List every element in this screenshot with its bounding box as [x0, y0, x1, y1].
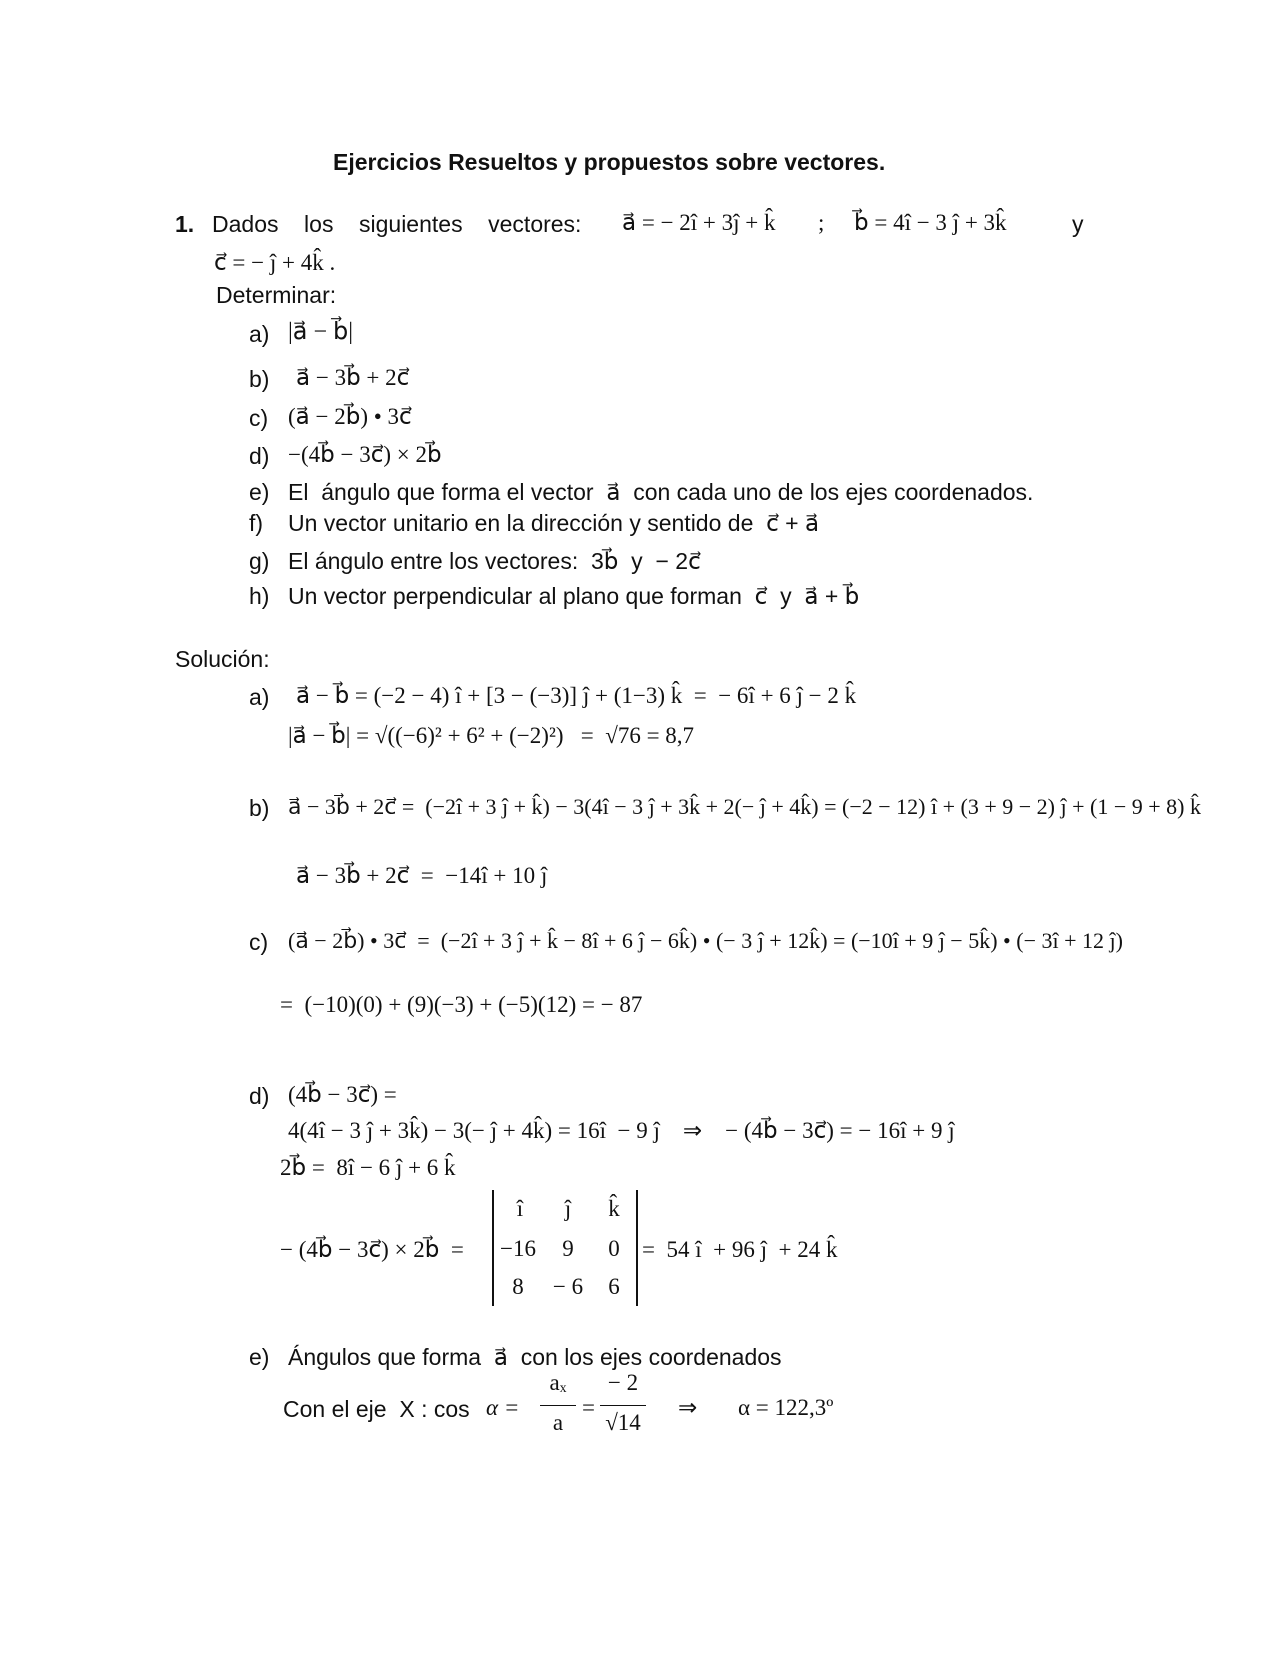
solution-e-heading: Ángulos que forma a⃗ con los ejes coordenados — [288, 1344, 782, 1370]
vector-b-definition: b⃗ = 4î − 3 ĵ + 3k̂ — [854, 210, 1007, 235]
page-title: Ejercicios Resueltos y propuestos sobre vectores. — [333, 149, 886, 175]
fraction-denominator: a — [552, 1410, 564, 1435]
item-expression: |a⃗ − b⃗| — [288, 319, 354, 345]
solution-d-line2: 4(4î − 3 ĵ + 3k̂) − 3(− ĵ + 4k̂) = 16î − 9 ĵ ⇒ − (4b⃗ − 3c⃗) = − 16î + 9 ĵ — [288, 1118, 955, 1143]
matrix-cell: k̂ — [608, 1196, 620, 1221]
matrix-cell: − 6 — [552, 1274, 584, 1299]
item-letter: a) — [249, 321, 270, 347]
determinant-matrix — [492, 1190, 638, 1306]
item-letter: c) — [249, 405, 269, 431]
axis-x-label: Con el eje X : cos — [283, 1396, 470, 1422]
matrix-cell: î — [516, 1196, 524, 1221]
matrix-cell: 0 — [608, 1236, 620, 1261]
item-letter: h) — [249, 583, 270, 609]
matrix-cell: −16 — [500, 1236, 536, 1261]
solution-c-line2: = (−10)(0) + (9)(−3) + (−5)(12) = − 87 — [280, 992, 643, 1017]
item-letter: d) — [249, 443, 270, 469]
item-letter: f) — [249, 510, 264, 536]
solution-d-line3: 2b⃗ = 8î − 6 ĵ + 6 k̂ — [280, 1155, 456, 1180]
solution-a-line2: |a⃗ − b⃗| = √((−6)² + 6² + (−2)²) = √76 = 8,7 — [288, 723, 695, 748]
fraction-numerator: − 2 — [607, 1370, 639, 1395]
solution-label: Solución: — [175, 646, 270, 672]
item-expression: a⃗ − 3b⃗ + 2c⃗ — [296, 365, 410, 390]
item-expression: (a⃗ − 2b⃗) • 3c⃗ — [288, 404, 412, 429]
item-text: Un vector perpendicular al plano que forman c⃗ y a⃗ + b⃗ — [288, 583, 860, 609]
solution-letter: b) — [249, 795, 270, 821]
item-letter: g) — [249, 548, 270, 574]
cross-product-lhs: − (4b⃗ − 3c⃗) × 2b⃗ = — [280, 1237, 464, 1262]
matrix-cell: 8 — [512, 1274, 524, 1299]
item-letter: b) — [249, 366, 270, 392]
fraction-denominator: √14 — [605, 1410, 641, 1435]
separator: ; — [818, 210, 825, 235]
cross-product-result: = 54 î + 96 ĵ + 24 k̂ — [642, 1237, 838, 1262]
item-expression: −(4b⃗ − 3c⃗) × 2b⃗ — [288, 442, 442, 467]
exercise-number: 1. — [175, 211, 195, 237]
vector-c-definition: c⃗ = − ĵ + 4k̂ . — [214, 250, 336, 275]
implies-arrow: ⇒ — [678, 1395, 698, 1420]
fraction-numerator: aₓ — [549, 1370, 567, 1395]
determinar-label: Determinar: — [216, 282, 337, 308]
alpha-equals: α = — [486, 1395, 520, 1420]
solution-c-line1: (a⃗ − 2b⃗) • 3c⃗ = (−2î + 3 ĵ + k̂ − 8î + 6 ĵ − 6k̂) • (− 3 ĵ + 12k̂) = (−10î + 9 ĵ − 5k̂) • (− 3î + 12 ĵ) — [288, 928, 1123, 953]
item-text: Un vector unitario en la dirección y sentido de c⃗ + a⃗ — [288, 510, 820, 536]
conjunction: y — [1072, 211, 1084, 237]
fraction-bar — [540, 1405, 576, 1406]
matrix-cell: ĵ — [564, 1196, 572, 1221]
solution-d-line1: (4b⃗ − 3c⃗) = — [288, 1082, 397, 1107]
solution-a-line1: a⃗ − b⃗ = (−2 − 4) î + [3 − (−3)] ĵ + (1−3) k̂ = − 6î + 6 ĵ − 2 k̂ — [296, 683, 857, 708]
item-text: El ángulo que forma el vector a⃗ con cada uno de los ejes coordenados. — [288, 479, 1034, 505]
solution-b-line1: a⃗ − 3b⃗ + 2c⃗ = (−2î + 3 ĵ + k̂) − 3(4î − 3 ĵ + 3k̂ + 2(− ĵ + 4k̂) = (−2 − 12) î + (3 + 9 − 2) ĵ + (1 − 9 + 8) k̂ — [288, 794, 1201, 819]
equals-sign: = — [582, 1395, 595, 1420]
item-text: El ángulo entre los vectores: 3b⃗ y − 2c⃗ — [288, 548, 701, 574]
solution-letter: d) — [249, 1083, 270, 1109]
solution-b-line2: a⃗ − 3b⃗ + 2c⃗ = −14î + 10 ĵ — [296, 863, 548, 888]
fraction-bar — [600, 1405, 646, 1406]
matrix-cell: 6 — [608, 1274, 620, 1299]
exercise-intro: Dados los siguientes vectores: — [212, 211, 582, 237]
item-letter: e) — [249, 479, 270, 505]
solution-letter: a) — [249, 684, 270, 710]
solution-letter: c) — [249, 929, 269, 955]
solution-letter: e) — [249, 1344, 270, 1370]
vector-a-definition: a⃗ = − 2î + 3ĵ + k̂ — [622, 210, 776, 235]
matrix-cell: 9 — [562, 1236, 574, 1261]
alpha-result: α = 122,3º — [738, 1395, 834, 1420]
